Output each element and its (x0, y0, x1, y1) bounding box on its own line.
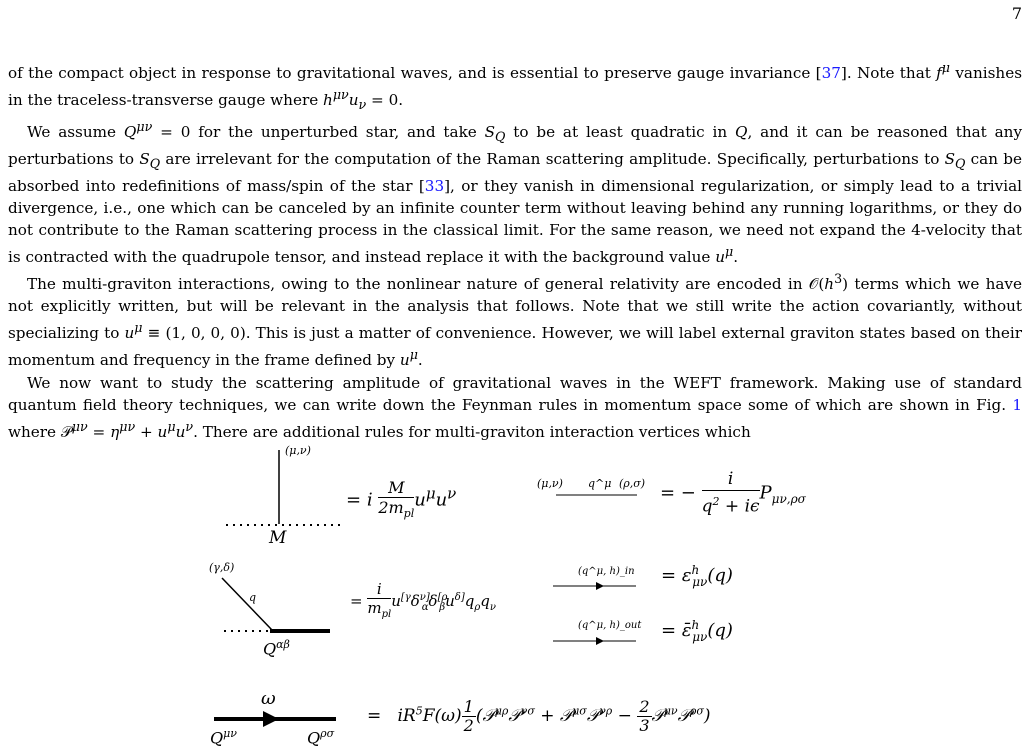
propagator-right-label: (ρ,σ) (619, 477, 646, 490)
citation-link[interactable]: 37 (821, 64, 841, 83)
quad-graviton-label: (γ,δ) (209, 561, 235, 574)
quad-prop-rule: = $iR^5F(\omega)$ $\frac{1}{2}$ (𝒫$^{\mu\rho}$𝒫$^{\nu\sigma}$ + 𝒫$^{\mu\sigma}$𝒫$^{\nu\rho}$ − $\frac{2}{3}$ 𝒫$^{\mu\nu}$𝒫$^{\rho\sigma}$) (367, 697, 711, 735)
graviton-index-label: (μ,ν) (285, 444, 311, 457)
graviton-line-diagonal (222, 578, 272, 630)
omega-label: ω (261, 688, 276, 709)
mass-label: M (269, 528, 287, 548)
in-state-label: (q^μ, h)_in (578, 566, 635, 577)
propagator-momentum-label: q^μ (588, 477, 612, 490)
out-state-rule: = ε̄$^h_{\mu\nu}$(q) (661, 618, 733, 644)
arrow-icon (263, 711, 279, 727)
paragraph-2: We assume $Q^{\mu\nu} = 0$ for the unperturbed star, and take $S_Q$ to be at least quadratic in Q, and it can be reasoned that any perturbations to $S_Q$ are irrelevant for the computation of the Raman scattering amplitude. Specifically, perturbations to $S_Q$ can be absorbed into redefinitions of mass/spin of the star [33], or they vanish in dimensional regularization, or simply lead to a trivial divergence, i.e., one which can be canceled by an infinite counter term without leaving behind any running logarithms, or they do not contribute to the Raman scattering process in the classical limit. For the same reason, we need not expand the 4-velocity that is contracted with the quadrupole tensor, and instead replace it with the background value $u^\mu$. (8, 119, 1023, 267)
paragraph-4: We now want to study the scattering amplitude of gravitational waves in the WEFT framework. Making use of standard quantum field theory techniques, we can write down the Feynman rules in momentum space some of which are shown in Fig. 1 where 𝒫$^{\mu\nu}$ = $\eta^{\mu\nu} + u^\mu u^\nu$. There are additional rules for multi-graviton interaction vertices which (8, 373, 1022, 441)
arrow-icon (596, 637, 604, 645)
quad-prop-right-label: $Q^{\rho\sigma}$ (307, 727, 335, 748)
propagator-rule: = − $\frac{i}{q^2 + i\epsilon}$ $P_{\mu\nu,\rho\sigma}$ (660, 469, 806, 517)
citation-link[interactable]: 33 (424, 177, 445, 196)
quad-vertex-rule: = i $m_{pl}$ $u^{[\gamma}\delta^{\nu]}_\alpha\delta^{[\rho}_\beta u^{\delta]}q_\rho q_\nu$ (350, 580, 496, 620)
vertex-rule: = i M $2m_{pl}$ $u^\mu u^\nu$ (346, 478, 457, 521)
feynman-rules-figure (0, 430, 1030, 755)
in-state-rule: = $\varepsilon^h_{\mu\nu}(q)$ (661, 563, 733, 589)
quad-vertex-q-label: $Q^{\alpha\beta}$ (263, 638, 290, 659)
body-text (8, 57, 1022, 443)
quad-prop-left-label: $Q^{\mu\nu}$ (210, 727, 237, 748)
propagator-left-label: (μ,ν) (537, 477, 563, 490)
arrow-icon (596, 582, 604, 590)
figure-link[interactable]: 1 (1012, 395, 1022, 414)
paragraph-1: of the compact object in response to gravitational waves, and is essential to preserve gauge invariance [37]. Note that $f^\mu$ vanishes in the traceless-transverse gauge where $h^{\mu\nu}u_\nu = 0$. (8, 60, 1022, 113)
paragraph-3: The multi-graviton interactions, owing to the nonlinear nature of general relativity are encoded in $𝒪(h^3)$ terms which we have not explicitly written, but will be relevant in the analysis that follows. Note that we still write the action covariantly, without specializing to $u^\mu \equiv (1$, 0, 0, 0). This is just a matter of convenience. However, we will label external graviton states based on their momentum and frequency in the frame defined by $u^\mu$. (8, 271, 1022, 370)
quad-momentum-label: q (249, 591, 257, 604)
page-number: 7 (1011, 4, 1022, 23)
out-state-label: (q^μ, h)_out (578, 620, 642, 631)
